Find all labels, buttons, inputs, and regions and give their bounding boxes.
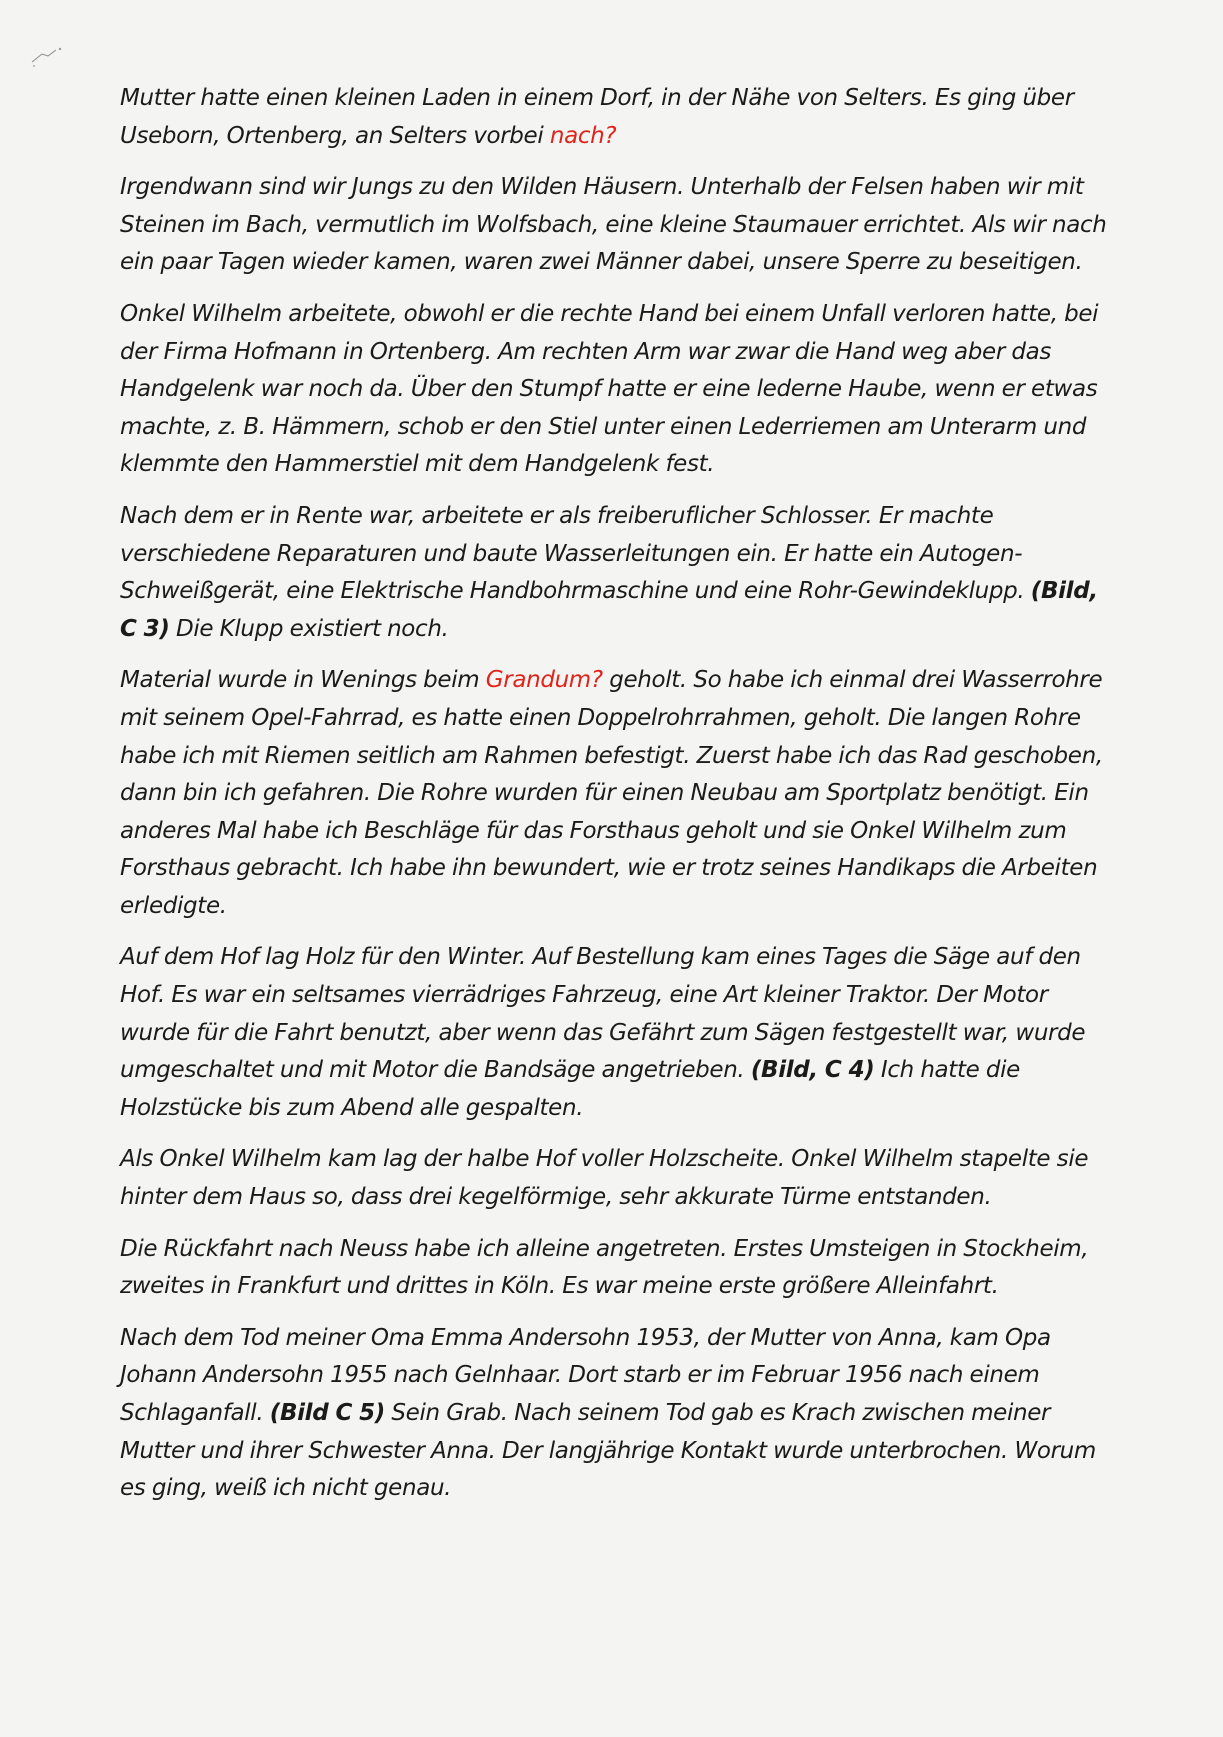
text-segment: Nach dem Tod meiner Oma Emma Andersohn 1953, der Mutter von Anna, kam Opa Johann Andersohn 1955 nach Gelnhaar. Dort starb er im Februar 1956 nach einem Schlaganfall. — [120, 1324, 1051, 1426]
paragraph — [120, 662, 1120, 925]
text-segment: geholt. So habe ich einmal drei Wasserrohre mit seinem Opel-Fahrrad, es hatte einen Doppelrohrrahmen, geholt. Die langen Rohre habe ich mit Riemen seitlich am Rahmen befestigt. Zuerst habe ich das Rad geschoben, dann bin ich gefahren. Die Rohre wurden für einen Neubau am Sportplatz benötigt. Ein anderes Mal habe ich Beschläge für das Forsthaus geholt und sie Onkel Wilhelm zum Forsthaus gebracht. Ich habe ihn bewundert, wie er trotz seines Handikaps die Arbeiten erledigte. — [120, 667, 1103, 919]
image-reference-bold: (Bild, C 4) — [750, 1057, 875, 1084]
text-segment: Die Klupp existiert noch. — [169, 615, 449, 642]
text-segment: Die Rückfahrt nach Neuss habe ich alleine angetreten. Erstes Umsteigen in Stockheim, zweites in Frankfurt und drittes in Köln. Es war meine erste größere Alleinfahrt. — [120, 1235, 1089, 1300]
image-reference-bold: (Bild C 5) — [269, 1400, 385, 1426]
text-segment: Material wurde in Wenings beim — [120, 667, 486, 694]
image-reference-bold: (Bild, C 3) — [120, 578, 1098, 642]
text-segment: Irgendwann sind wir Jungs zu den Wilden Häusern. Unterhalb der Felsen haben wir mit Steinen im Bach, vermutlich im Wolfsbach, eine kleine Staumauer errichtet. Als wir nach ein paar Tagen wieder kamen, waren zwei Männer dabei, unsere Sperre zu beseitigen. — [120, 174, 1107, 276]
paragraph — [120, 939, 1120, 1127]
text-segment: Ich hatte die Holzstücke bis zum Abend alle gespalten. — [120, 1057, 1020, 1121]
paragraph — [120, 1231, 1120, 1306]
text-segment: Als Onkel Wilhelm kam lag der halbe Hof voller Holzscheite. Onkel Wilhelm stapelte sie hinter dem Haus so, dass drei kegelförmige, sehr akkurate Türme entstanden. — [120, 1146, 1089, 1211]
uncertain-word-red: nach? — [549, 122, 617, 149]
paragraph — [120, 296, 1120, 484]
text-segment: Sein Grab. Nach seinem Tod gab es Krach zwischen meiner Mutter und ihrer Schwester Anna. Der langjährige Kontakt wurde unterbrochen. Worum es ging, weiß ich nicht genau. — [120, 1400, 1096, 1502]
paragraph — [120, 498, 1120, 648]
uncertain-word-red: Grandum? — [485, 667, 603, 694]
document-body — [120, 80, 1120, 1522]
paragraph — [120, 169, 1120, 282]
paragraph — [120, 1141, 1120, 1216]
scan-speck-mark — [28, 40, 68, 70]
text-segment: Nach dem er in Rente war, arbeitete er als freiberuflicher Schlosser. Er machte verschiedene Reparaturen und baute Wasserleitungen ein. Er hatte ein Autogen-Schweißgerät, eine Elektrische Handbohrmaschine und eine Rohr-Gewindeklupp. — [120, 502, 1031, 605]
text-segment: Auf dem Hof lag Holz für den Winter. Auf Bestellung kam eines Tages die Säge auf den Hof. Es war ein seltsames vierrädriges Fahrzeug, eine Art kleiner Traktor. Der Motor wurde für die Fahrt benutzt, aber wenn das Gefährt zum Sägen festgestellt war, wurde umgeschaltet und mit Motor die Bandsäge angetrieben. — [120, 944, 1086, 1084]
paragraph — [120, 80, 1120, 155]
text-segment: Mutter hatte einen kleinen Laden in einem Dorf, in der Nähe von Selters. Es ging über Useborn, Ortenberg, an Selters vorbei — [120, 85, 1074, 149]
text-segment: Onkel Wilhelm arbeitete, obwohl er die rechte Hand bei einem Unfall verloren hatte, bei der Firma Hofmann in Ortenberg. Am rechten Arm war zwar die Hand weg aber das Handgelenk war noch da. Über den Stumpf hatte er eine lederne Haube, wenn er etwas machte, z. B. Hämmern, schob er den Stiel unter einen Lederriemen am Unterarm und klemmte den Hammerstiel mit dem Handgelenk fest. — [120, 300, 1099, 478]
paragraph — [120, 1320, 1120, 1508]
